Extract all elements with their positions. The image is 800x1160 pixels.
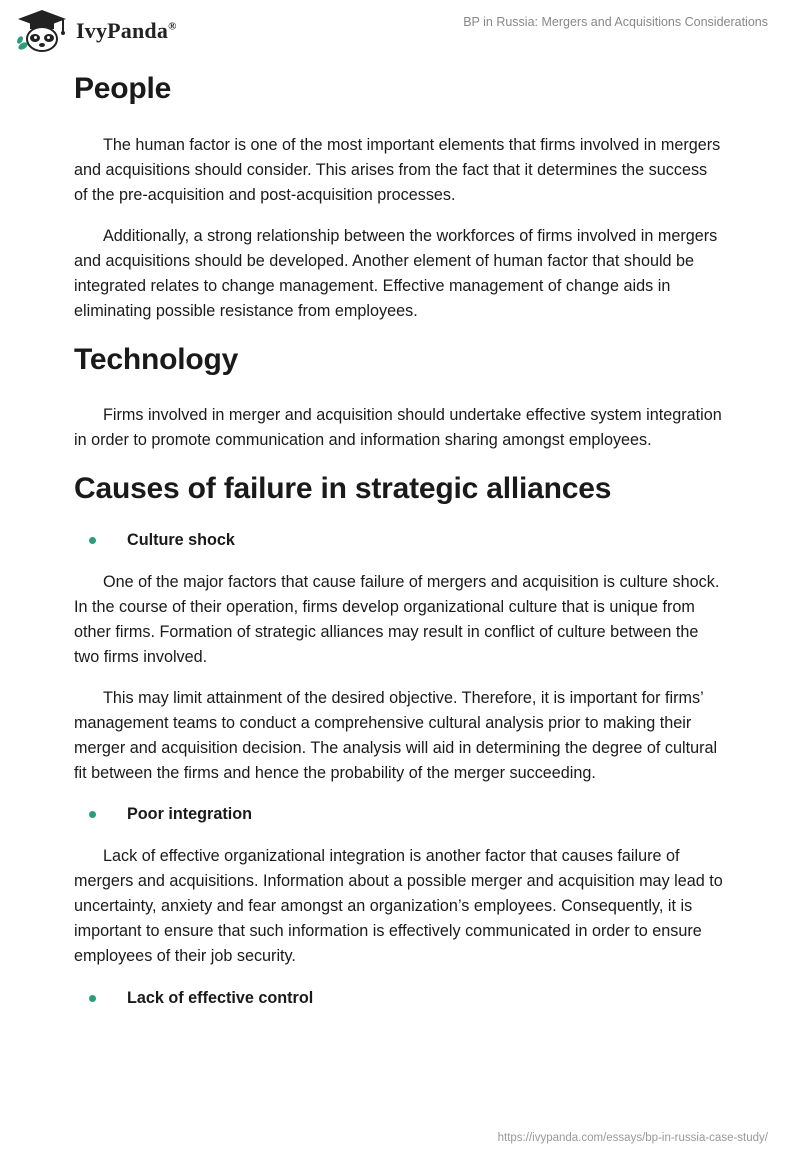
paragraph: Firms involved in merger and acquisition should undertake effective system integration in order to promote communication and information sharing amongst employees. [74,406,722,449]
page-header [0,0,800,60]
source-url[interactable]: https://ivypanda.com/essays/bp-in-russia-case-study/ [497,1132,768,1144]
bullet-label: Poor integration [127,805,253,823]
bullet-label: Culture shock [127,531,235,549]
paragraph: One of the major factors that cause failure of mergers and acquisition is culture shock. In the course of their operation, firms develop organizational culture that is unique from other firms. Formation of strategic alliances may result in conflict of culture between the two firms involved. [74,573,720,666]
list-item-poor-integration [74,802,724,827]
bullet-label: Lack of effective control [127,989,314,1007]
paragraph: Additionally, a strong relationship between the workforces of firms involved in mergers and acquisitions should be developed. Another element of human factor that should be integrated relates to change management. Effective management of change aids in eliminating possible resistance from employees. [74,227,718,320]
list-item-culture-shock [74,528,724,553]
paragraph: The human factor is one of the most important elements that firms involved in mergers and acquisitions should consider. This arises from the fact that it determines the success of the pre-acquisition and post-acquisition processes. [74,136,721,204]
heading-causes-of-failure: Causes of failure in strategic alliances [74,472,612,505]
bullet-dot-icon [89,995,96,1002]
list-item-lack-of-control [74,986,724,1011]
panda-graduation-icon [14,8,70,54]
heading-people: People [74,72,172,105]
bullet-dot-icon [89,537,96,544]
paragraph: Lack of effective organizational integration is another factor that causes failure of mergers and acquisitions. Information about a possible merger and acquisition may lead to uncertainty, anxiety and fear amongst an organization’s employees. Consequently, it is important to ensure that such information is effectively communicated in order to ensure employees of their job security. [74,847,723,965]
article-body [74,72,724,1011]
ivypanda-logo[interactable] [14,8,177,54]
document-title: BP in Russia: Mergers and Acquisitions Considerations [463,15,768,29]
brand-name: IvyPanda® [76,18,177,43]
paragraph: This may limit attainment of the desired objective. Therefore, it is important for firms’ management teams to conduct a comprehensive cultural analysis prior to making their merger and acquisition decision. The analysis will aid in determining the degree of cultural fit between the firms and hence the probability of the merger succeeding. [74,689,718,782]
bullet-dot-icon [89,811,96,818]
heading-technology: Technology [74,343,239,376]
